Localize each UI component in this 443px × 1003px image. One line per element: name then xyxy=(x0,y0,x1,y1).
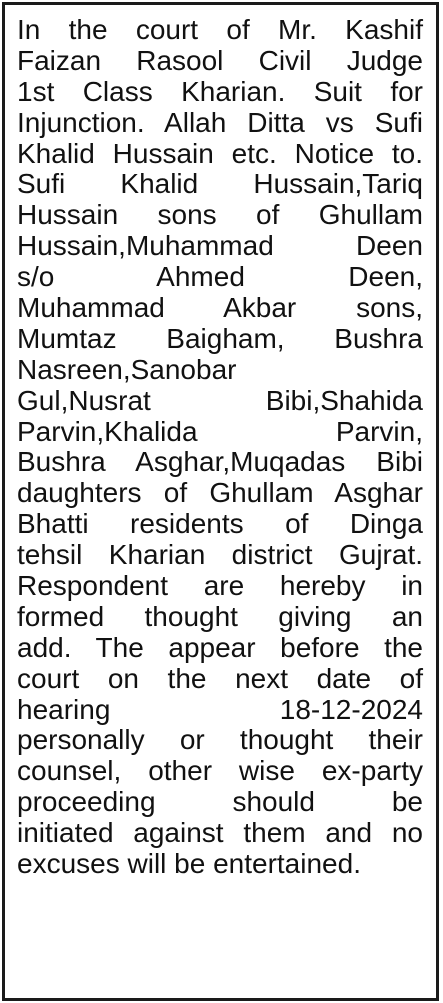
notice-line: Khalid Hussain etc. Notice to. xyxy=(17,137,423,169)
notice-line: hearing 18-12-2024 xyxy=(17,693,423,725)
notice-line: Nasreen,Sanobar xyxy=(17,353,237,385)
notice-line: court on the next date of xyxy=(17,662,423,694)
notice-line: proceeding should be xyxy=(17,786,423,818)
notice-line: Sufi Khalid Hussain,Tariq xyxy=(17,168,423,200)
notice-line: Mumtaz Baigham, Bushra xyxy=(17,322,423,354)
notice-line: Hussain,Muhammad Deen xyxy=(17,230,423,262)
notice-line: tehsil Kharian district Gujrat. xyxy=(17,539,423,571)
notice-line: 1st Class Kharian. Suit for xyxy=(17,75,423,107)
notice-line: Faizan Rasool Civil Judge xyxy=(17,44,423,76)
notice-line: Muhammad Akbar sons, xyxy=(17,292,423,324)
notice-line: Parvin,Khalida Parvin, xyxy=(17,415,423,447)
notice-line: daughters of Ghullam Asghar xyxy=(17,477,423,509)
notice-line: excuses will be entertained. xyxy=(17,848,361,880)
notice-line: Respondent are hereby in xyxy=(17,570,423,602)
court-notice-text xyxy=(17,15,423,880)
notice-line: formed thought giving an xyxy=(17,600,423,632)
notice-line: In the court of Mr. Kashif xyxy=(17,14,423,45)
notice-line: personally or thought their xyxy=(17,724,423,756)
notice-line: Gul,Nusrat Bibi,Shahida xyxy=(17,384,423,416)
notice-line: add. The appear before the xyxy=(17,631,423,663)
notice-border xyxy=(2,2,439,1001)
notice-line: Hussain sons of Ghullam xyxy=(17,199,423,231)
notice-line: Bushra Asghar,Muqadas Bibi xyxy=(17,446,423,478)
notice-line: Injunction. Allah Ditta vs Sufi xyxy=(17,106,423,138)
notice-line: s/o Ahmed Deen, xyxy=(17,261,423,293)
notice-line: Bhatti residents of Dinga xyxy=(17,508,423,540)
notice-line: counsel, other wise ex-party xyxy=(17,755,423,787)
notice-line: initiated against them and no xyxy=(17,817,423,849)
